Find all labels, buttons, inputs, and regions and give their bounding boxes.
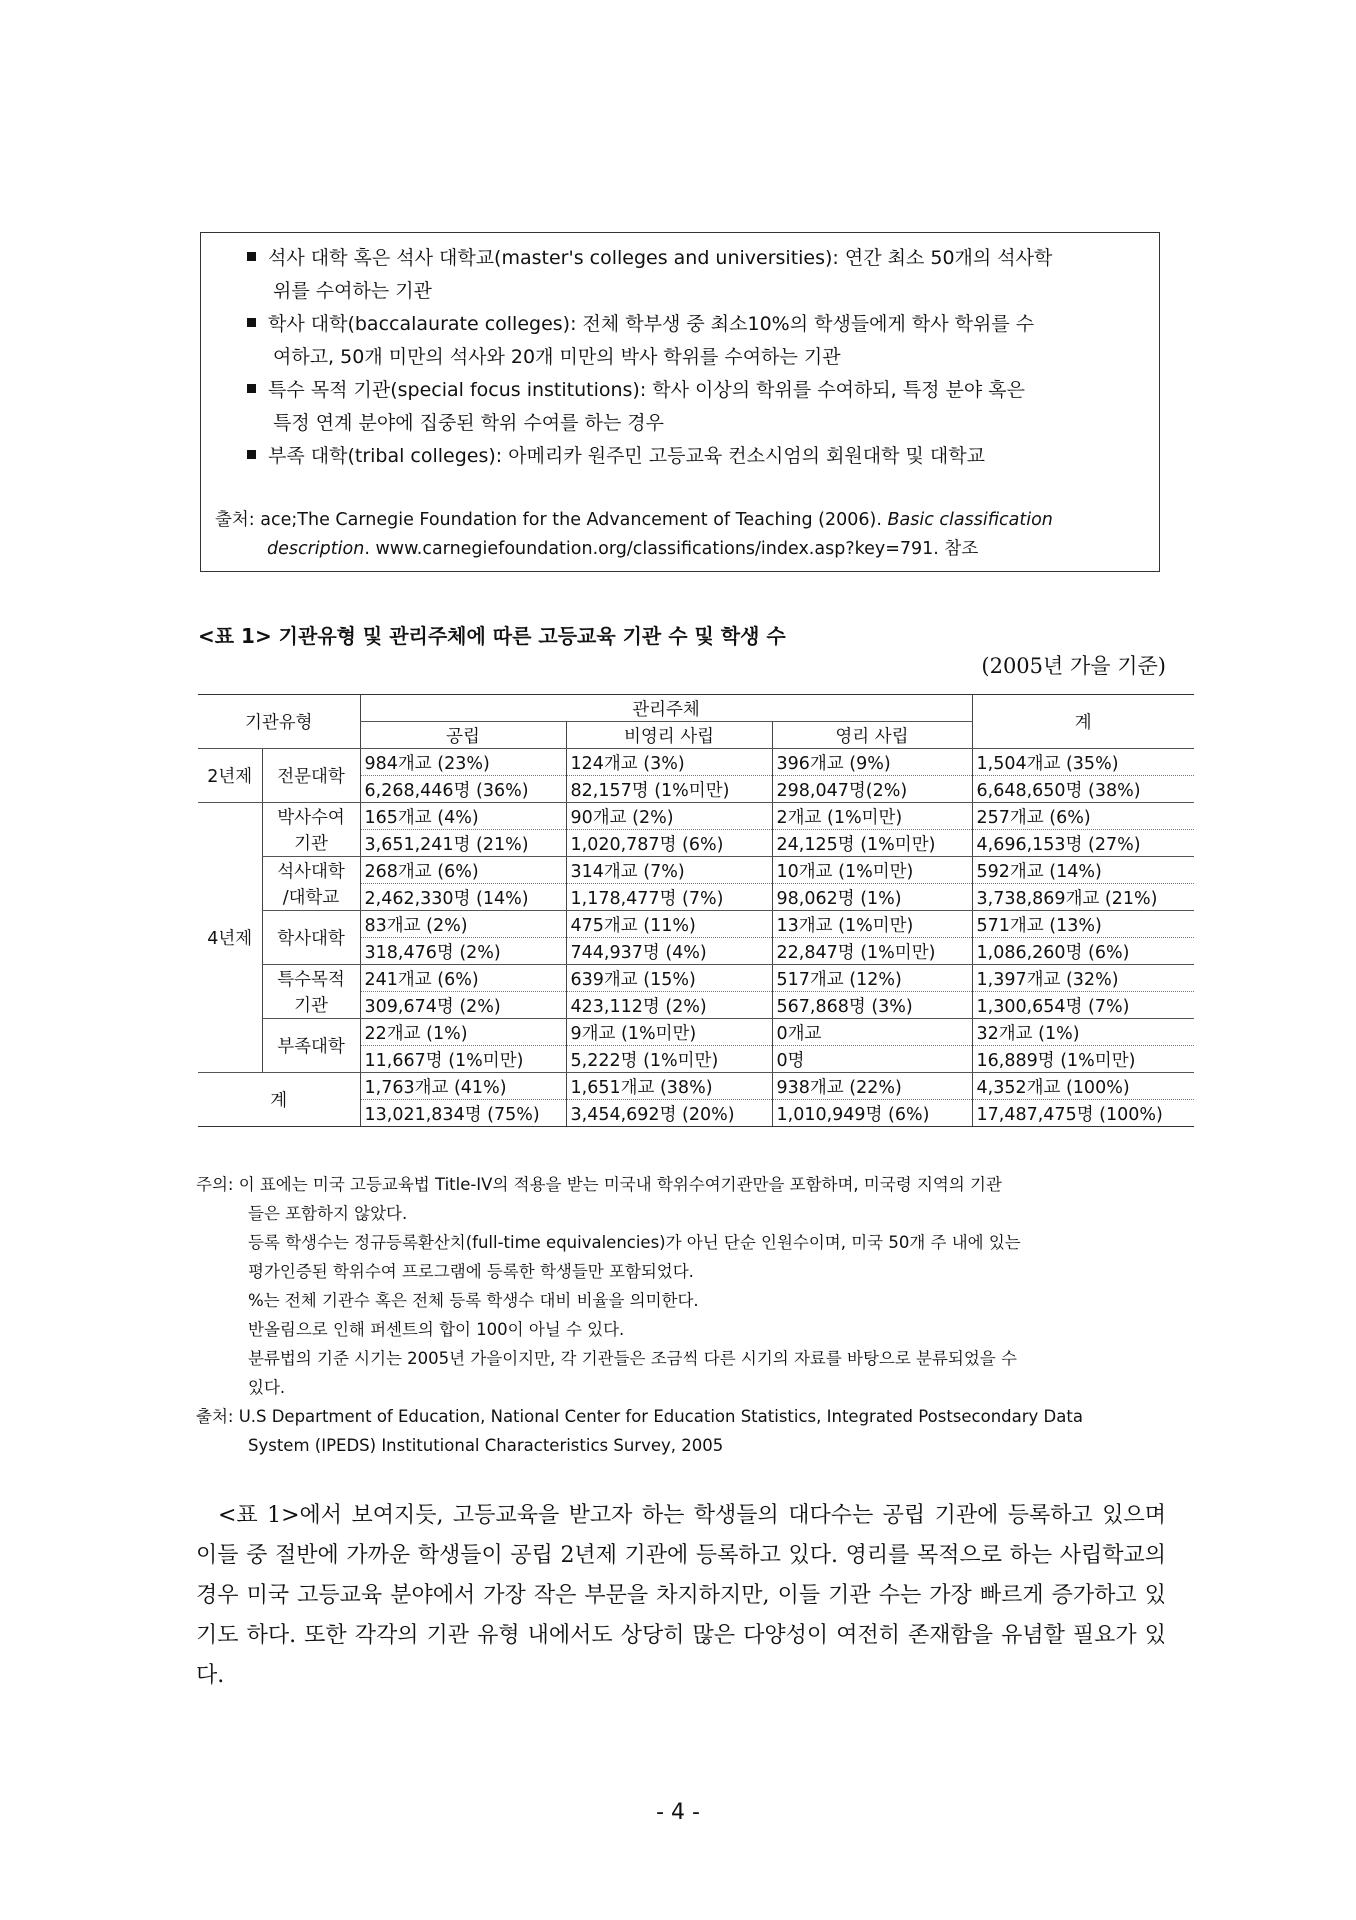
table-cell: 13개교 (1%미만) bbox=[772, 911, 972, 938]
table-cell: 241개교 (6%) bbox=[360, 965, 566, 992]
table-cell: 22,847명 (1%미만) bbox=[772, 938, 972, 965]
table-cell: 639개교 (15%) bbox=[566, 965, 772, 992]
bullet-square-icon bbox=[247, 450, 256, 459]
table-cell: 0명 bbox=[772, 1046, 972, 1073]
table-cell: 268개교 (6%) bbox=[360, 857, 566, 884]
bullet-square-icon bbox=[247, 252, 256, 261]
row-category: 학사대학 bbox=[262, 911, 360, 965]
table-cell: 16,889명 (1%미만) bbox=[972, 1046, 1194, 1073]
table-cell: 517개교 (12%) bbox=[772, 965, 972, 992]
table-cell: 13,021,834명 (75%) bbox=[360, 1100, 566, 1127]
bullet-square-icon bbox=[247, 318, 256, 327]
table-cell: 22개교 (1%) bbox=[360, 1019, 566, 1046]
table-cell: 165개교 (4%) bbox=[360, 803, 566, 830]
table-cell: 1,504개교 (35%) bbox=[972, 749, 1194, 776]
table-cell: 6,648,650명 (38%) bbox=[972, 776, 1194, 803]
header-mgmt: 관리주체 bbox=[360, 695, 972, 722]
table-cell: 298,047명(2%) bbox=[772, 776, 972, 803]
table-cell: 1,010,949명 (6%) bbox=[772, 1100, 972, 1127]
group-two-year: 2년제 bbox=[198, 749, 262, 803]
table-cell: 5,222명 (1%미만) bbox=[566, 1046, 772, 1073]
row-category: 부족대학 bbox=[262, 1019, 360, 1073]
table-notes: 주의: 이 표에는 미국 고등교육법 Title-IV의 적용을 받는 미국내 학위수여기관만을 포함하며, 미국령 지역의 기관 들은 포함하지 않았다. 등록 학생수는 정규등록환산치(full-time equivalencies)가 아닌 단순 인원수이며, 미국 50개 주 내에 있는 평가인증된 학위수여 프로그램에 등록한 학생들만 포함되었다. %는 전체 기관수 혹은 전체 등록 학생수 대비 비율을 의미한다. 반올림으로 인해 퍼센트의 합이 100이 아닐 수 있다. 분류법의 기준 시기는 2005년 가을이지만, 각 기관들은 조금씩 다른 시기의 자료를 바탕으로 분류되었을 수 있다. 출처: U.S Department of Education, National Center for Education Statistics, Integrated Postsecondary Data System (IPEDS) Institutional Characteristics Survey, 2005 bbox=[196, 1175, 1083, 1455]
table-cell: 4,352개교 (100%) bbox=[972, 1073, 1194, 1100]
table-cell: 314개교 (7%) bbox=[566, 857, 772, 884]
table-cell: 0개교 bbox=[772, 1019, 972, 1046]
table-cell: 2개교 (1%미만) bbox=[772, 803, 972, 830]
page-number: - 4 - bbox=[656, 1800, 700, 1825]
group-four-year: 4년제 bbox=[198, 803, 262, 1073]
table-cell: 3,738,869개교 (21%) bbox=[972, 884, 1194, 911]
table-cell: 98,062명 (1%) bbox=[772, 884, 972, 911]
table-cell: 32개교 (1%) bbox=[972, 1019, 1194, 1046]
row-category: 박사수여 bbox=[262, 803, 360, 830]
table-cell: 938개교 (22%) bbox=[772, 1073, 972, 1100]
table-cell: 984개교 (23%) bbox=[360, 749, 566, 776]
table-cell: 744,937명 (4%) bbox=[566, 938, 772, 965]
table-cell: 257개교 (6%) bbox=[972, 803, 1194, 830]
row-category: 특수목적 bbox=[262, 965, 360, 992]
table-cell: 11,667명 (1%미만) bbox=[360, 1046, 566, 1073]
table-cell: 3,651,241명 (21%) bbox=[360, 830, 566, 857]
definition-item: 특수 목적 기관(special focus institutions): 학사 이상의 학위를 수여하되, 특정 분야 혹은 특정 연계 분야에 집중된 학위 수여를 하는 경우 bbox=[247, 374, 1147, 440]
table-cell: 17,487,475명 (100%) bbox=[972, 1100, 1194, 1127]
table-cell: 82,157명 (1%미만) bbox=[566, 776, 772, 803]
table-cell: 10개교 (1%미만) bbox=[772, 857, 972, 884]
definition-item: 석사 대학 혹은 석사 대학교(master's colleges and universities): 연간 최소 50개의 석사학 위를 수여하는 기관 bbox=[247, 242, 1147, 308]
header-forprofit: 영리 사립 bbox=[772, 722, 972, 749]
table-cell: 24,125명 (1%미만) bbox=[772, 830, 972, 857]
table-cell: 90개교 (2%) bbox=[566, 803, 772, 830]
table-cell: 3,454,692명 (20%) bbox=[566, 1100, 772, 1127]
table-cell: 475개교 (11%) bbox=[566, 911, 772, 938]
table-title: <표 1> 기관유형 및 관리주체에 따른 고등교육 기관 수 및 학생 수 bbox=[198, 624, 786, 648]
table-cell: 9개교 (1%미만) bbox=[566, 1019, 772, 1046]
table-cell: 571개교 (13%) bbox=[972, 911, 1194, 938]
table-cell: 124개교 (3%) bbox=[566, 749, 772, 776]
row-category: 기관 bbox=[262, 830, 360, 857]
row-category: 기관 bbox=[262, 992, 360, 1019]
table-cell: 6,268,446명 (36%) bbox=[360, 776, 566, 803]
header-type: 기관유형 bbox=[198, 695, 360, 749]
table-cell: 1,086,260명 (6%) bbox=[972, 938, 1194, 965]
table-cell: 592개교 (14%) bbox=[972, 857, 1194, 884]
header-public: 공립 bbox=[360, 722, 566, 749]
row-category: 전문대학 bbox=[262, 749, 360, 803]
table-cell: 2,462,330명 (14%) bbox=[360, 884, 566, 911]
table-cell: 309,674명 (2%) bbox=[360, 992, 566, 1019]
table-cell: 396개교 (9%) bbox=[772, 749, 972, 776]
row-category: /대학교 bbox=[262, 884, 360, 911]
table-cell: 423,112명 (2%) bbox=[566, 992, 772, 1019]
institutions-table bbox=[198, 694, 1194, 1127]
header-nonprofit: 비영리 사립 bbox=[566, 722, 772, 749]
table-cell: 83개교 (2%) bbox=[360, 911, 566, 938]
table-cell: 4,696,153명 (27%) bbox=[972, 830, 1194, 857]
table-cell: 1,178,477명 (7%) bbox=[566, 884, 772, 911]
body-paragraph: <표 1>에서 보여지듯, 고등교육을 받고자 하는 학생들의 대다수는 공립 기관에 등록하고 있으며 이들 중 절반에 가까운 학생들이 공립 2년제 기관에 등록하고 있다. 영리를 목적으로 하는 사립학교의 경우 미국 고등교육 분야에서 가장 작은 부문을 차지하지만, 이들 기관 수는 가장 빠르게 증가하고 있기도 하다. 또한 각각의 기관 유형 내에서도 상당히 많은 다양성이 여전히 존재함을 유념할 필요가 있다. bbox=[196, 1503, 1166, 1688]
table-cell: 1,651개교 (38%) bbox=[566, 1073, 772, 1100]
row-category: 석사대학 bbox=[262, 857, 360, 884]
row-grand-total: 계 bbox=[198, 1073, 360, 1127]
bullet-square-icon bbox=[247, 384, 256, 393]
definition-item: 학사 대학(baccalaurate colleges): 전체 학부생 중 최소10%의 학생들에게 학사 학위를 수 여하고, 50개 미만의 석사와 20개 미만의 박사 학위를 수여하는 기관 bbox=[247, 308, 1147, 374]
table-cell: 1,020,787명 (6%) bbox=[566, 830, 772, 857]
header-total: 계 bbox=[972, 695, 1194, 749]
table-cell: 1,300,654명 (7%) bbox=[972, 992, 1194, 1019]
table-cell: 318,476명 (2%) bbox=[360, 938, 566, 965]
definition-item: 부족 대학(tribal colleges): 아메리카 원주민 고등교육 컨소시엄의 회원대학 및 대학교 bbox=[247, 440, 1147, 473]
table-cell: 1,763개교 (41%) bbox=[360, 1073, 566, 1100]
table-basis: (2005년 가을 기준) bbox=[981, 654, 1166, 678]
table-cell: 1,397개교 (32%) bbox=[972, 965, 1194, 992]
box-source: 출처: ace;The Carnegie Foundation for the Advancement of Teaching (2006). Basic classification description. www.carnegiefoundation.org/classifications/index.asp?key=791. 참조 bbox=[215, 510, 1053, 559]
table-cell: 567,868명 (3%) bbox=[772, 992, 972, 1019]
